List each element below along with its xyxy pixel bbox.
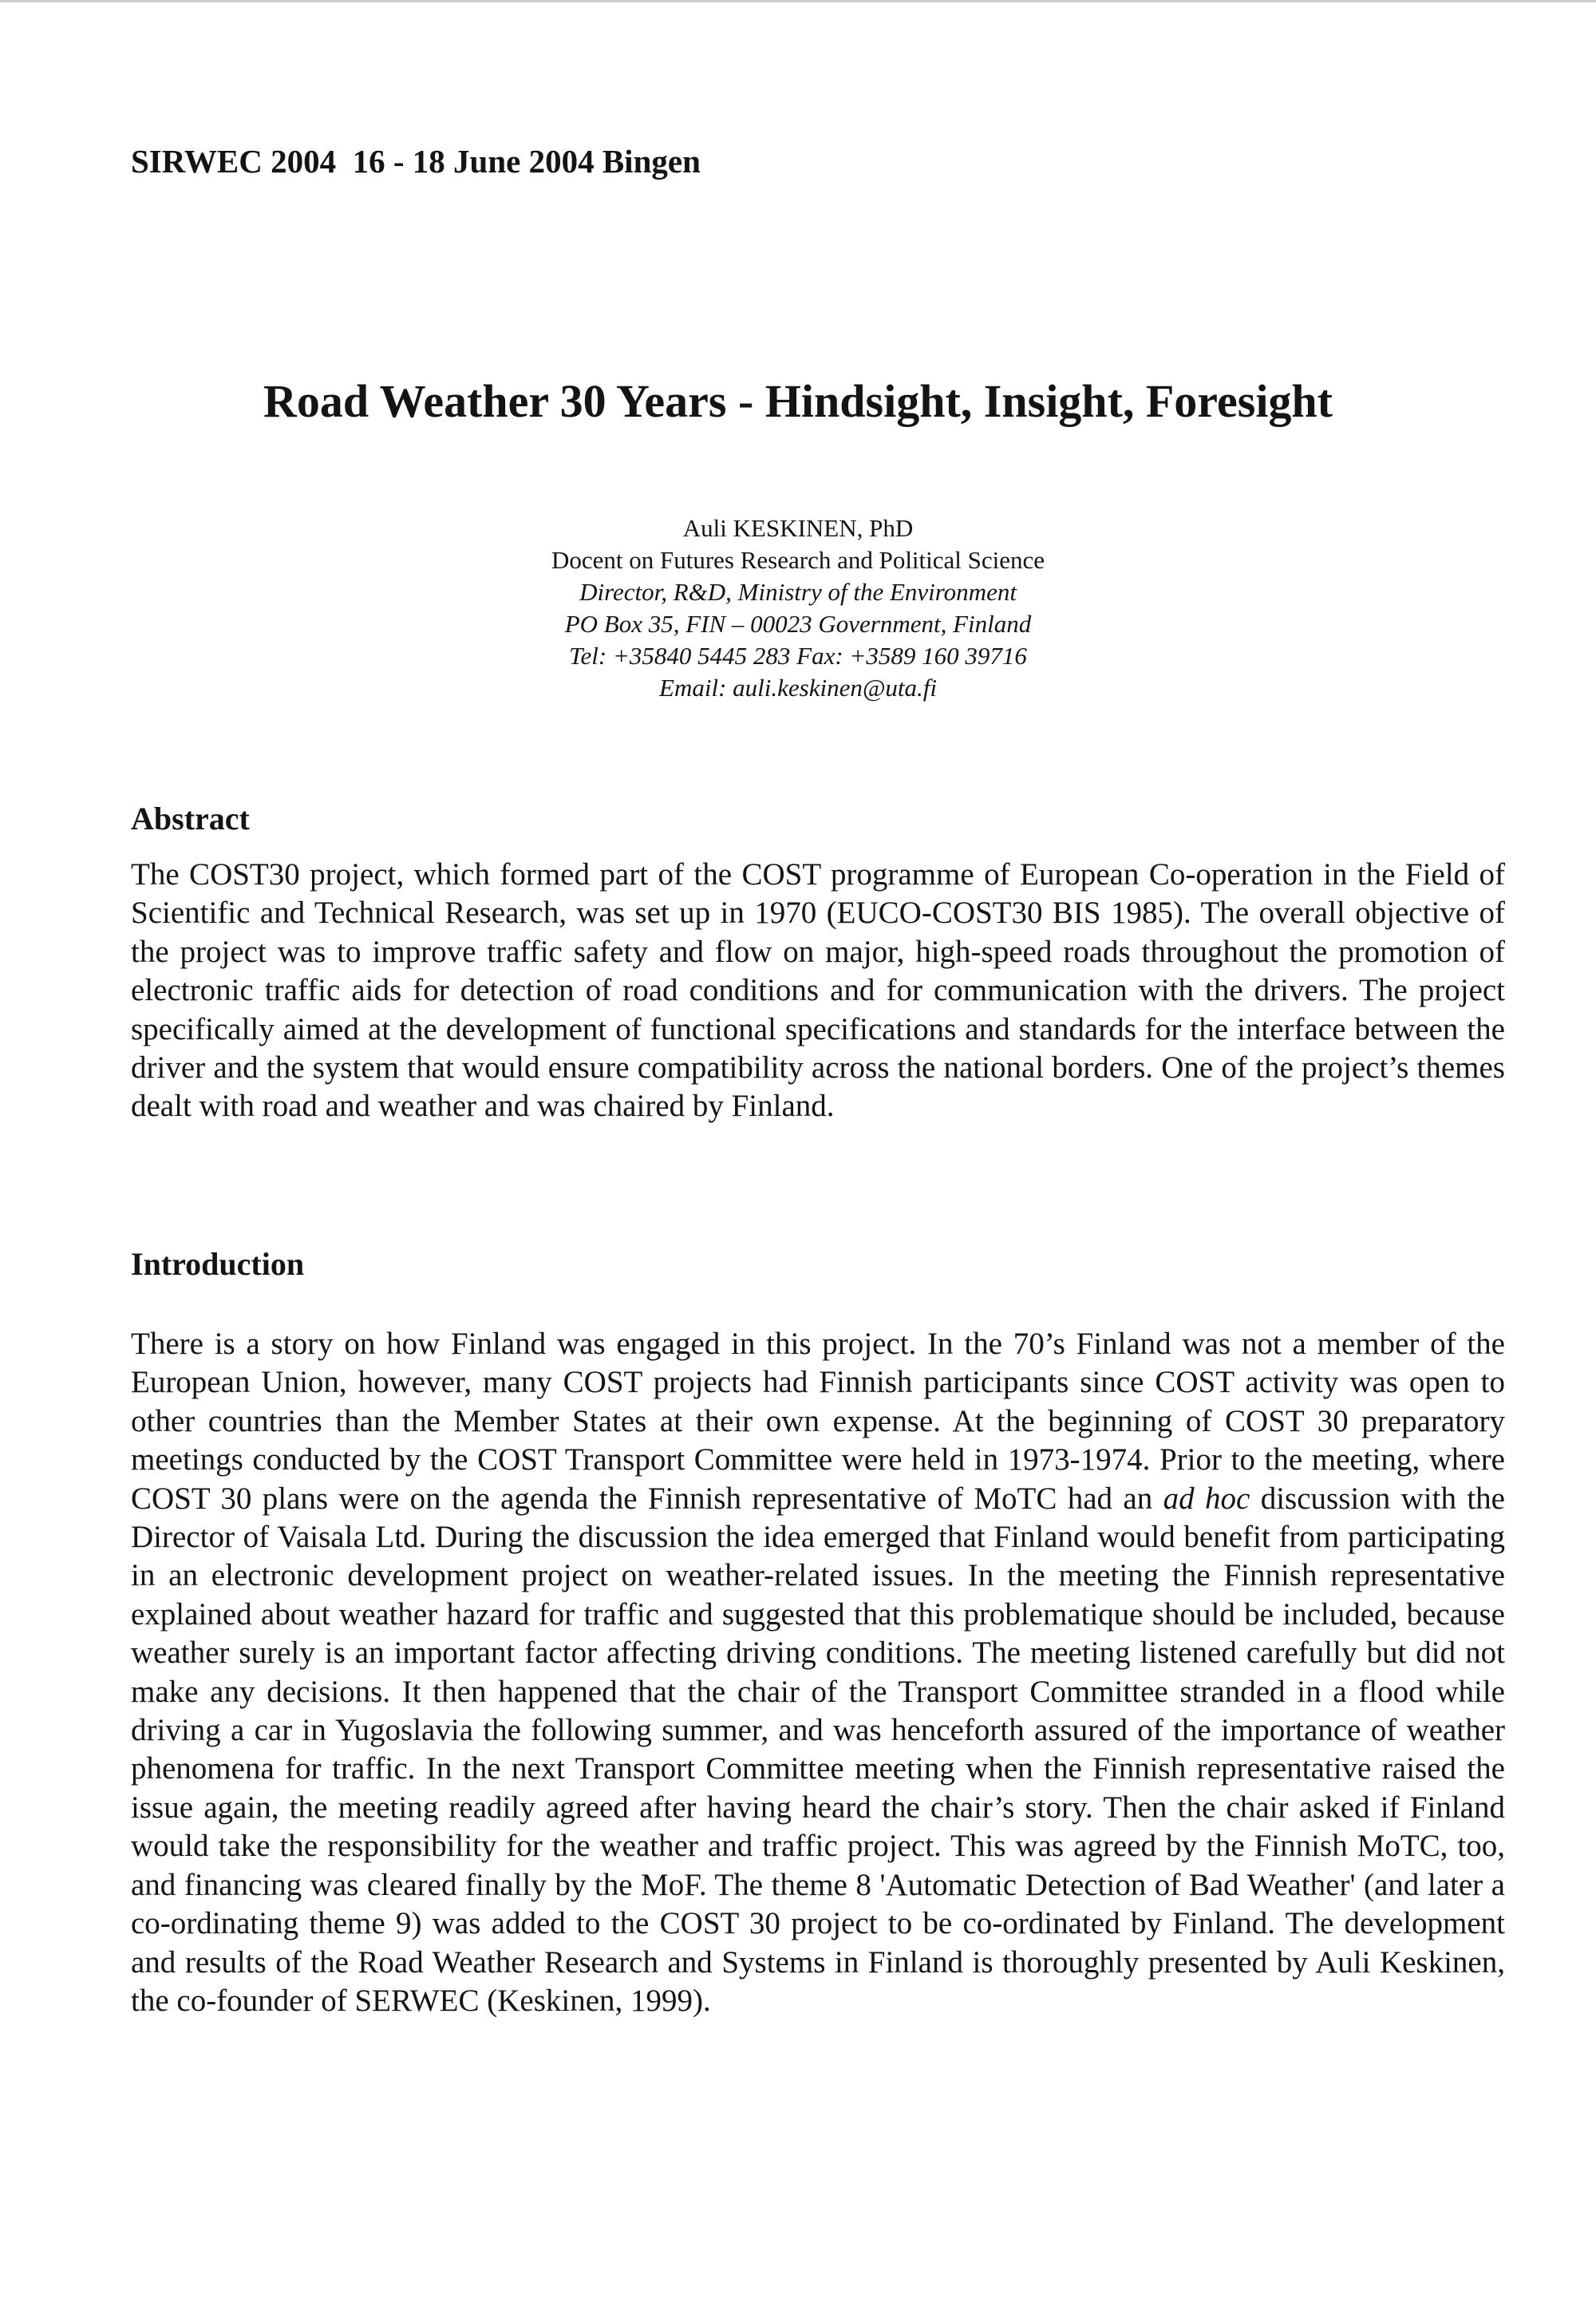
introduction-italic-term: ad hoc	[1163, 1481, 1250, 1516]
conference-header: SIRWEC 2004 16 - 18 June 2004 Bingen	[131, 143, 701, 180]
author-affiliation: Director, R&D, Ministry of the Environment	[579, 578, 1017, 606]
introduction-text-part1: There is a story on how Finland was engaged in this project. In the 70’s Finland was not a member of the European Union, however, many COST projects had Finnish participants since COST activity was open to other countries than the Member States at their own expense. At the beginning of COST 30 preparatory meetings conducted by the COST Transport Committee were held in 1973-1974. Prior to the meeting, where COST 30 plans were on the agenda the Finnish representative of MoTC had an	[131, 1327, 1505, 1516]
abstract-heading: Abstract	[131, 801, 250, 837]
author-email: Email: auli.keskinen@uta.fi	[659, 674, 937, 702]
abstract-text: The COST30 project, which formed part of the COST programme of European Co-operation in the Field of Scientific and Technical Research, was set up in 1970 (EUCO-COST30 BIS 1985). The overall objective of the project was to improve traffic safety and flow on major, high-speed roads throughout the promotion of electronic traffic aids for detection of road conditions and for communication with the drivers. The project specifically aimed at the development of functional specifications and standards for the interface between the driver and the system that would ensure compatibility across the national borders. One of the project’s themes dealt with road and weather and was chaired by Finland.	[131, 857, 1505, 1124]
paper-title: Road Weather 30 Years - Hindsight, Insight, Foresight	[263, 375, 1333, 427]
author-phone: Tel: +35840 5445 283 Fax: +3589 160 39716	[569, 642, 1027, 670]
introduction-text	[131, 1325, 1505, 2020]
introduction-heading: Introduction	[131, 1246, 305, 1282]
author-block	[0, 512, 1596, 704]
author-name: Auli KESKINEN, PhD	[682, 514, 914, 542]
introduction-text-part2: discussion with the Director of Vaisala Ltd. During the discussion the idea emerged that Finland would benefit from participating in an electronic development project on weather-related issues. In the meeting the Finnish representative explained about weather hazard for traffic and suggested that this problematique should be included, because weather surely is an important factor affecting driving conditions. The meeting listened carefully but did not make any decisions. It then happened that the chair of the Transport Committee stranded in a flood while driving a car in Yugoslavia the following summer, and was henceforth assured of the importance of weather phenomena for traffic. In the next Transport Committee meeting when the Finnish representative raised the issue again, the meeting readily agreed after having heard the chair’s story. Then the chair asked if Finland would take the responsibility for the weather and traffic project. This was agreed by the Finnish MoTC, too, and financing was cleared finally by the MoF. The theme 8 'Automatic Detection of Bad Weather' (and later a co-ordinating theme 9) was added to the COST 30 project to be co-ordinated by Finland. The development and results of the Road Weather Research and Systems in Finland is thoroughly presented by Auli Keskinen, the co-founder of SERWEC (Keskinen, 1999).	[131, 1481, 1505, 2018]
author-position: Docent on Futures Research and Political Science	[551, 546, 1045, 574]
scan-edge-line	[0, 0, 1596, 2]
author-address: PO Box 35, FIN – 00023 Government, Finland	[564, 610, 1032, 638]
